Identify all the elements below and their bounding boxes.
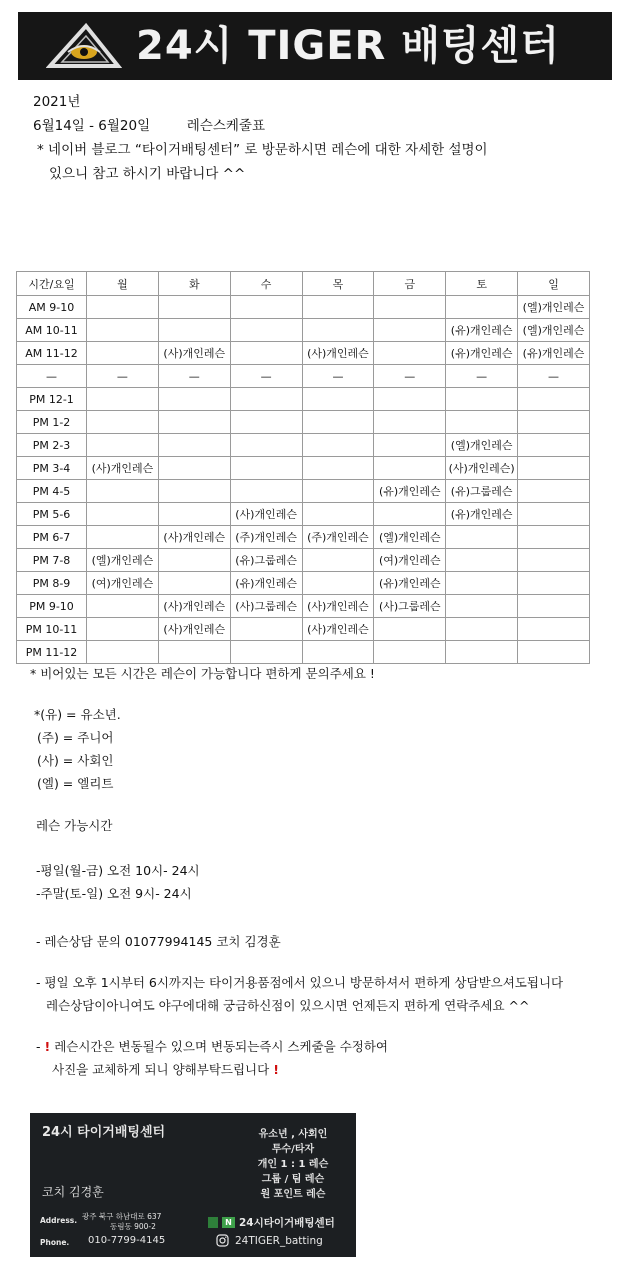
lesson-cell — [87, 503, 159, 526]
service-line: 원 포인트 레슨 — [260, 1189, 326, 1200]
lesson-cell: (사)개인레슨) — [446, 457, 518, 480]
time-slot-cell: PM 6-7 — [17, 526, 87, 549]
notes-section — [30, 662, 375, 685]
lesson-cell: (엘)개인레슨 — [87, 549, 159, 572]
lesson-cell — [518, 503, 590, 526]
lesson-cell — [158, 503, 230, 526]
lesson-cell — [446, 595, 518, 618]
lesson-cell — [87, 618, 159, 641]
table-row — [17, 388, 590, 411]
card-blog — [208, 1215, 335, 1230]
service-line: 그룹 / 팀 레슨 — [261, 1174, 325, 1185]
lesson-cell — [158, 296, 230, 319]
lesson-cell: (엘)개인레슨 — [446, 434, 518, 457]
table-row — [17, 480, 590, 503]
table-body — [17, 296, 590, 664]
lesson-cell: (사)개인레슨 — [87, 457, 159, 480]
time-slot-cell: PM 2-3 — [17, 434, 87, 457]
lesson-cell — [302, 641, 374, 664]
lesson-cell — [87, 296, 159, 319]
lesson-cell — [230, 457, 302, 480]
availability-section — [36, 814, 200, 905]
instagram-handle: 24TIGER_batting — [235, 1234, 323, 1247]
lesson-cell: (사)개인레슨 — [302, 595, 374, 618]
card-address — [82, 1212, 161, 1232]
header-cell: 화 — [158, 272, 230, 296]
time-slot-cell: AM 11-12 — [17, 342, 87, 365]
lesson-cell: (주)개인레슨 — [302, 526, 374, 549]
lesson-cell: (사)개인레슨 — [302, 342, 374, 365]
intro-section — [33, 90, 488, 186]
card-services — [238, 1127, 348, 1202]
time-slot-cell: PM 11-12 — [17, 641, 87, 664]
lesson-cell — [158, 434, 230, 457]
lesson-cell: (사)개인레슨 — [158, 595, 230, 618]
legend-item: (엘) = 엘리트 — [37, 776, 114, 791]
weekend-hours: -주말(토-일) 오전 9시- 24시 — [36, 886, 192, 901]
lesson-cell — [158, 319, 230, 342]
lesson-cell — [230, 319, 302, 342]
period-text: 6월14일 - 6월20일 — [33, 118, 151, 134]
warning-mark-icon: ! — [44, 1039, 51, 1054]
lesson-cell: — — [158, 365, 230, 388]
lesson-cell: (유)개인레슨 — [230, 572, 302, 595]
lesson-cell: — — [518, 365, 590, 388]
change-prefix: - — [36, 1039, 41, 1054]
time-slot-cell: PM 8-9 — [17, 572, 87, 595]
table-row — [17, 434, 590, 457]
lesson-cell: (유)개인레슨 — [446, 319, 518, 342]
naver-n-icon: N — [222, 1217, 235, 1228]
service-line: 유소년 , 사회인 — [258, 1129, 328, 1140]
lesson-cell — [87, 480, 159, 503]
time-slot-cell: AM 10-11 — [17, 319, 87, 342]
banner-title: 24시 TIGER 배팅센터 — [136, 23, 560, 69]
legend-item: (사) = 사회인 — [37, 753, 114, 768]
lesson-cell: (여)개인레슨 — [87, 572, 159, 595]
lesson-schedule-table — [16, 271, 590, 664]
header-banner — [18, 12, 612, 80]
header-cell: 목 — [302, 272, 374, 296]
table-header-row — [17, 272, 590, 296]
card-phone: 010-7799-4145 — [88, 1235, 166, 1246]
time-slot-cell: AM 9-10 — [17, 296, 87, 319]
lesson-cell — [87, 595, 159, 618]
period-line — [33, 114, 488, 138]
address-line: 광주 북구 하남대로 637 — [82, 1212, 162, 1221]
table-row — [17, 365, 590, 388]
time-slot-cell: PM 1-2 — [17, 411, 87, 434]
lesson-cell — [302, 457, 374, 480]
lesson-cell: (엘)개인레슨 — [518, 296, 590, 319]
lesson-cell: (유)그룹레슨 — [446, 480, 518, 503]
lesson-cell — [158, 641, 230, 664]
time-slot-cell: PM 4-5 — [17, 480, 87, 503]
time-slot-cell: PM 7-8 — [17, 549, 87, 572]
lesson-cell — [518, 411, 590, 434]
change-line1 — [36, 1035, 563, 1058]
card-coach: 코치 김경훈 — [42, 1185, 104, 1199]
lesson-cell — [374, 411, 446, 434]
lesson-cell: — — [446, 365, 518, 388]
lesson-cell — [446, 526, 518, 549]
inquiry-line: - 레슨상담 문의 01077994145 코치 김경훈 — [36, 934, 281, 949]
lesson-cell: (엘)개인레슨 — [374, 526, 446, 549]
lesson-cell: (엘)개인레슨 — [518, 319, 590, 342]
lesson-cell — [446, 388, 518, 411]
lesson-cell: (유)개인레슨 — [518, 342, 590, 365]
time-slot-cell: — — [17, 365, 87, 388]
table-row — [17, 641, 590, 664]
lesson-cell — [446, 641, 518, 664]
lesson-cell: (사)개인레슨 — [158, 526, 230, 549]
lesson-cell — [158, 572, 230, 595]
lesson-cell — [302, 549, 374, 572]
business-card — [30, 1113, 356, 1257]
lesson-cell: (유)개인레슨 — [446, 503, 518, 526]
lesson-cell — [518, 434, 590, 457]
lesson-cell — [446, 618, 518, 641]
lesson-cell — [230, 618, 302, 641]
lesson-cell — [374, 618, 446, 641]
time-slot-cell: PM 3-4 — [17, 457, 87, 480]
lesson-cell — [374, 319, 446, 342]
table-row — [17, 503, 590, 526]
lesson-cell — [158, 480, 230, 503]
lesson-cell — [518, 388, 590, 411]
lesson-cell — [87, 411, 159, 434]
lesson-cell — [230, 342, 302, 365]
lesson-cell — [230, 411, 302, 434]
lesson-cell: (여)개인레슨 — [374, 549, 446, 572]
lesson-cell — [446, 411, 518, 434]
table-row — [17, 296, 590, 319]
service-line: 투수/타자 — [271, 1144, 315, 1155]
header-cell: 금 — [374, 272, 446, 296]
table-row — [17, 526, 590, 549]
lesson-cell — [374, 388, 446, 411]
table-row — [17, 618, 590, 641]
lesson-cell — [230, 388, 302, 411]
card-title: 24시 타이거배팅센터 — [42, 1125, 166, 1140]
time-slot-cell: PM 5-6 — [17, 503, 87, 526]
lesson-cell — [518, 526, 590, 549]
phone-label: Phone. — [40, 1238, 70, 1247]
lesson-cell: (사)개인레슨 — [230, 503, 302, 526]
lesson-cell: (유)개인레슨 — [446, 342, 518, 365]
change-text1: 레슨시간은 변동될수 있으며 변동되는즉시 스케줄을 수정하여 — [54, 1039, 389, 1054]
schedule-label: 레슨스케줄표 — [186, 118, 265, 134]
lesson-cell — [374, 296, 446, 319]
lesson-cell: (사)개인레슨 — [158, 618, 230, 641]
lesson-cell — [518, 618, 590, 641]
lesson-cell — [302, 319, 374, 342]
lesson-cell: (사)그룹레슨 — [230, 595, 302, 618]
lesson-cell — [374, 503, 446, 526]
lesson-cell — [87, 434, 159, 457]
lesson-cell — [230, 641, 302, 664]
lesson-cell: (유)개인레슨 — [374, 480, 446, 503]
year-text: 2021년 — [33, 94, 81, 110]
table-row — [17, 595, 590, 618]
header-cell: 시간/요일 — [17, 272, 87, 296]
visit-line2: 레슨상담이아니여도 야구에대해 궁금하신점이 있으시면 언제든지 편하게 연락주세요 ^^ — [46, 998, 530, 1013]
lesson-cell — [158, 388, 230, 411]
lesson-cell — [518, 641, 590, 664]
blog-name: 24시타이거배팅센터 — [239, 1217, 335, 1229]
lesson-cell — [230, 434, 302, 457]
lesson-cell — [302, 296, 374, 319]
table-row — [17, 411, 590, 434]
blog-note-line1: * 네이버 블로그 “타이거배팅센터” 로 방문하시면 레슨에 대한 자세한 설명이 — [37, 142, 488, 158]
weekday-hours: -평일(월-금) 오전 10시- 24시 — [36, 863, 200, 878]
blog-badge-icon — [208, 1217, 218, 1228]
lesson-cell — [518, 572, 590, 595]
time-slot-cell: PM 9-10 — [17, 595, 87, 618]
lesson-cell — [374, 342, 446, 365]
lesson-cell — [302, 572, 374, 595]
lesson-cell — [518, 480, 590, 503]
lesson-cell — [518, 457, 590, 480]
header-cell: 수 — [230, 272, 302, 296]
availability-title: 레슨 가능시간 — [36, 818, 113, 833]
instagram-icon — [216, 1234, 229, 1247]
lesson-cell — [87, 526, 159, 549]
lesson-cell: (유)개인레슨 — [374, 572, 446, 595]
contact-section — [36, 930, 563, 1081]
lesson-cell — [302, 434, 374, 457]
lesson-cell — [446, 572, 518, 595]
lesson-cell — [374, 434, 446, 457]
legend-item: *(유) = 유소년. — [34, 707, 121, 722]
change-line2 — [36, 1058, 563, 1081]
visit-line1: - 평일 오후 1시부터 6시까지는 타이거용품점에서 있으니 방문하셔서 편하게 상담받으셔도됩니다 — [36, 975, 564, 990]
service-line: 개인 1 : 1 레슨 — [257, 1159, 329, 1170]
header-cell: 월 — [87, 272, 159, 296]
warning-mark-icon: ! — [273, 1062, 279, 1077]
card-instagram — [216, 1234, 323, 1247]
legend-item: (주) = 주니어 — [37, 730, 114, 745]
table-row — [17, 549, 590, 572]
table-row — [17, 572, 590, 595]
lesson-cell — [302, 480, 374, 503]
lesson-cell — [87, 388, 159, 411]
lesson-cell — [230, 296, 302, 319]
lesson-cell — [374, 641, 446, 664]
table-row — [17, 319, 590, 342]
lesson-cell — [374, 457, 446, 480]
legend-section — [34, 703, 121, 795]
lesson-cell: — — [374, 365, 446, 388]
lesson-cell — [87, 319, 159, 342]
lesson-cell — [158, 549, 230, 572]
lesson-cell — [302, 388, 374, 411]
lesson-cell: (유)그룹레슨 — [230, 549, 302, 572]
lesson-cell: — — [230, 365, 302, 388]
lesson-cell — [302, 503, 374, 526]
lesson-cell — [230, 480, 302, 503]
lesson-cell — [87, 641, 159, 664]
time-slot-cell: PM 12-1 — [17, 388, 87, 411]
lesson-cell — [87, 342, 159, 365]
lesson-cell: — — [87, 365, 159, 388]
change-text2: 사진을 교체하게 되니 양해부탁드립니다 — [52, 1062, 270, 1077]
lesson-cell: (사)그룹레슨 — [374, 595, 446, 618]
lesson-cell — [518, 595, 590, 618]
table-row — [17, 342, 590, 365]
lesson-cell — [446, 296, 518, 319]
lesson-cell — [158, 457, 230, 480]
lesson-cell: (주)개인레슨 — [230, 526, 302, 549]
lesson-cell: — — [302, 365, 374, 388]
empty-slot-note: * 비어있는 모든 시간은 레슨이 가능합니다 편하게 문의주세요 ! — [30, 666, 375, 681]
address-label: Address. — [40, 1216, 78, 1225]
lesson-cell: (사)개인레슨 — [158, 342, 230, 365]
tiger-eye-logo-icon — [46, 22, 122, 70]
lesson-cell — [302, 411, 374, 434]
header-cell: 토 — [446, 272, 518, 296]
blog-note-line2: 있으니 참고 하시기 바랍니다 ^^ — [49, 166, 246, 182]
address-line: 동림동 900-2 — [110, 1222, 156, 1231]
lesson-cell — [446, 549, 518, 572]
header-cell: 일 — [518, 272, 590, 296]
lesson-cell — [158, 411, 230, 434]
lesson-cell — [518, 549, 590, 572]
lesson-cell: (사)개인레슨 — [302, 618, 374, 641]
table-row — [17, 457, 590, 480]
time-slot-cell: PM 10-11 — [17, 618, 87, 641]
